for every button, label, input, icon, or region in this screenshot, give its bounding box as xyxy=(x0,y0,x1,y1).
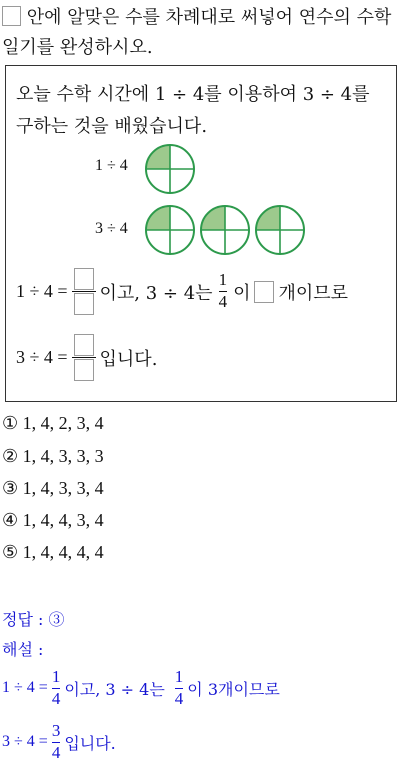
option-4[interactable]: ④ 1, 4, 4, 3, 4 xyxy=(2,510,104,530)
blank-numerator-2[interactable] xyxy=(74,334,94,356)
fraction-circle-4 xyxy=(255,205,305,255)
eq2-end: 입니다. xyxy=(99,348,158,370)
exp2-end: 입니다. xyxy=(64,733,116,753)
blank-fraction-2 xyxy=(72,334,96,381)
exp2-num: 3 xyxy=(51,721,61,740)
exp2-left: 3 ÷ 4 = xyxy=(2,733,48,751)
row1-label: 1 ÷ 4 xyxy=(95,157,128,174)
eq1-end: 개이므로 xyxy=(278,282,349,304)
exp1-mid: 이고, 3 ÷ 4는 xyxy=(64,679,165,699)
answer-blank-legend xyxy=(2,6,21,26)
question-line-2 xyxy=(2,33,153,59)
exp1-den: 4 xyxy=(51,688,61,708)
explanation-label: 해설 : xyxy=(2,640,44,659)
equation-line-1 xyxy=(16,268,348,315)
question-text-1: 안에 알맞은 수를 차례대로 써넣어 연수의 수학 xyxy=(26,7,392,28)
blank-numerator-1[interactable] xyxy=(74,268,94,290)
option-2[interactable]: ② 1, 4, 3, 3, 3 xyxy=(2,446,104,466)
fraction-one-quarter xyxy=(219,271,228,311)
eq2-left: 3 ÷ 4 = xyxy=(16,347,68,367)
exp1-end: 이 3개이므로 xyxy=(187,679,280,699)
question-line-1 xyxy=(2,3,391,29)
fraction-denominator: 4 xyxy=(218,292,228,311)
exp1-fraction-2 xyxy=(175,668,184,708)
explanation-line-1 xyxy=(2,668,280,708)
blank-count[interactable] xyxy=(254,281,274,303)
answer-label: 정답 : ③ xyxy=(2,610,65,629)
eq1-mid: 이고, 3 ÷ 4는 xyxy=(99,282,213,304)
exp1-num: 1 xyxy=(51,667,61,686)
option-1[interactable]: ① 1, 4, 2, 3, 4 xyxy=(2,413,104,433)
explanation-line-2 xyxy=(2,722,116,762)
row2-label: 3 ÷ 4 xyxy=(95,220,128,237)
option-5[interactable]: ⑤ 1, 4, 4, 4, 4 xyxy=(2,542,104,562)
diary-line-1: 오늘 수학 시간에 1 ÷ 4를 이용하여 3 ÷ 4를 xyxy=(16,84,370,105)
exp1-left: 1 ÷ 4 = xyxy=(2,679,48,697)
eq1-after-frac: 이 xyxy=(233,282,251,304)
eq1-left: 1 ÷ 4 = xyxy=(16,281,68,301)
blank-fraction-1 xyxy=(72,268,96,315)
blank-denominator-2[interactable] xyxy=(74,359,94,381)
diary-line-2: 구하는 것을 배웠습니다. xyxy=(16,116,208,137)
equation-line-2 xyxy=(16,334,157,381)
fraction-numerator: 1 xyxy=(218,270,228,290)
question-text-2: 일기를 완성하시오. xyxy=(2,37,153,58)
exp1-num2: 1 xyxy=(174,667,184,686)
option-3[interactable]: ③ 1, 4, 3, 3, 4 xyxy=(2,478,104,498)
fraction-circle-1 xyxy=(145,144,195,194)
exp1-fraction-1 xyxy=(52,668,61,708)
fraction-circle-2 xyxy=(145,205,195,255)
blank-denominator-1[interactable] xyxy=(74,293,94,315)
fraction-circle-3 xyxy=(200,205,250,255)
exp1-den2: 4 xyxy=(174,688,184,708)
exp2-den: 4 xyxy=(51,742,61,762)
exp2-fraction xyxy=(52,722,61,762)
